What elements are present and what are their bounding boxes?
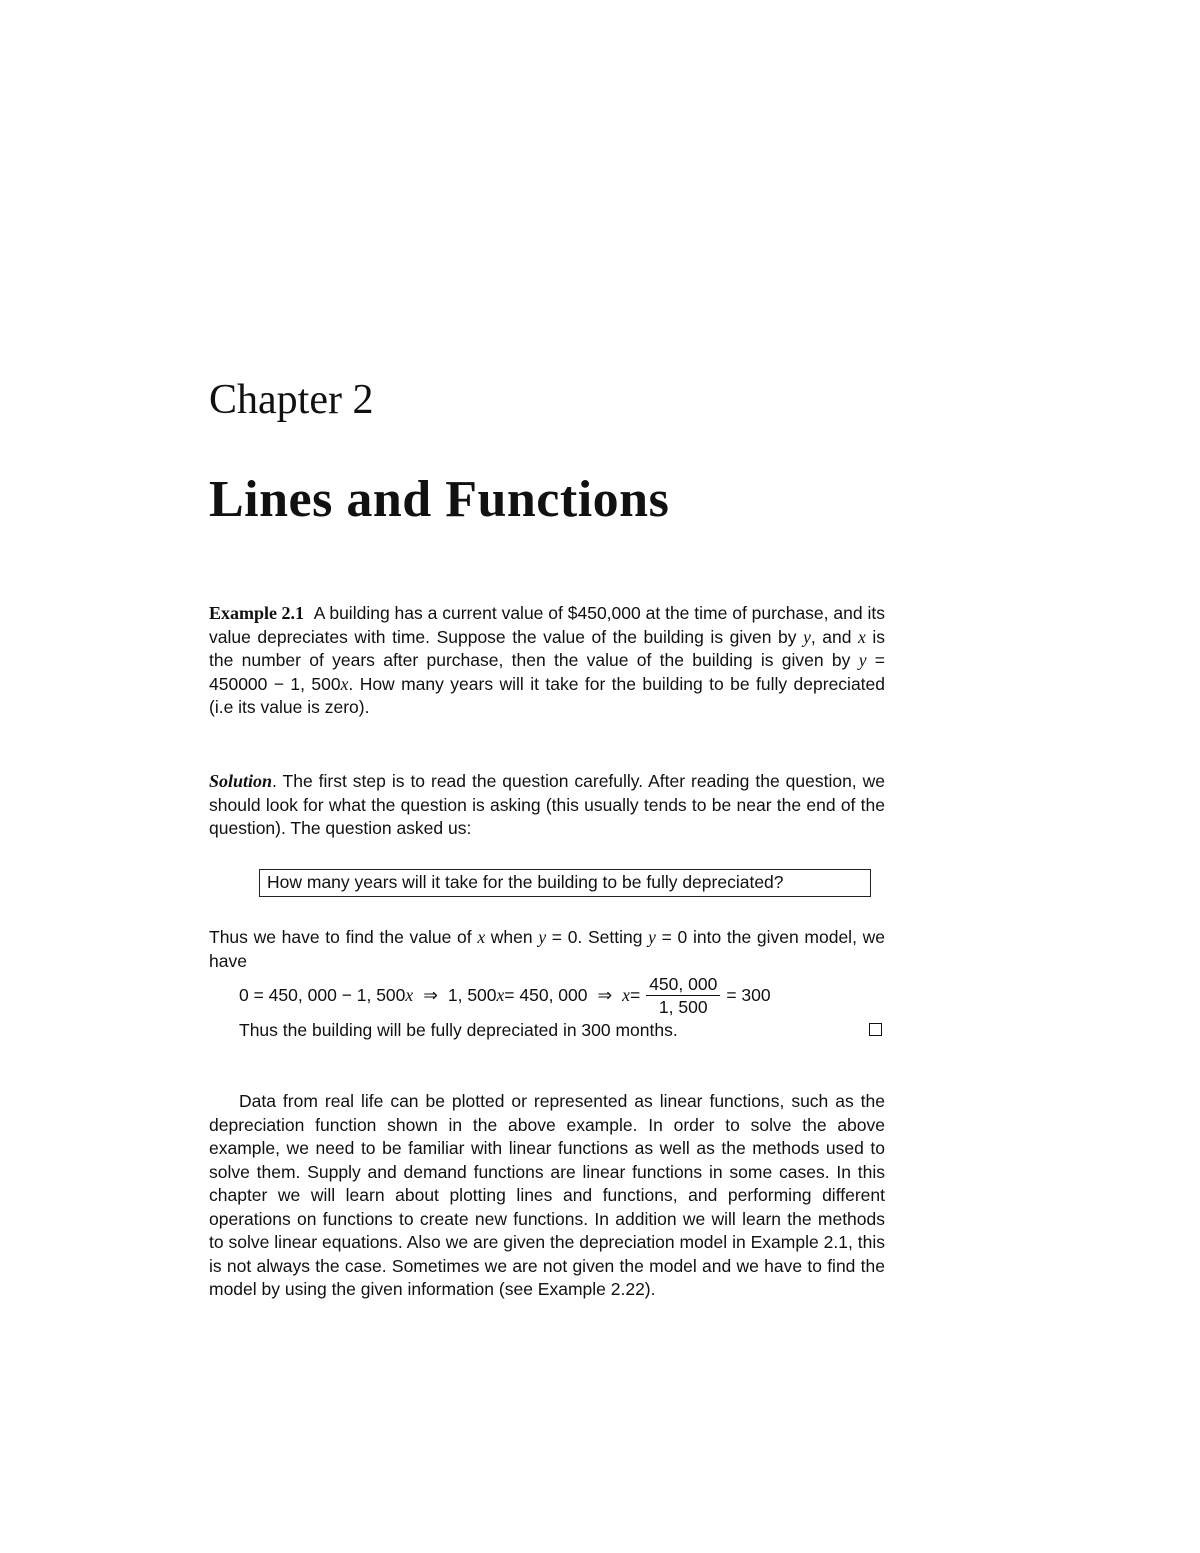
example-text-3: is the number of years after purchase, then the value of the building is given by xyxy=(209,626,886,670)
setup-text-2: when xyxy=(485,927,539,947)
eq-result: = 300 xyxy=(726,984,771,1005)
eq-var-x2: x xyxy=(496,984,505,1005)
setup-text-4: = 0 into the given model, we have xyxy=(209,927,885,971)
eq-part-3: = 450, 000 xyxy=(504,984,588,1005)
fraction-denominator: 1, 500 xyxy=(658,996,708,1017)
example-text-1: A building has a current value of $450,000 at the time of purchase, and its value depreciates with time. Suppose the value of the building is given by xyxy=(209,603,885,647)
setup-text-3: = 0. Setting xyxy=(546,927,649,947)
setup-text-1: Thus we have to find the value of xyxy=(209,927,478,947)
setup-var-y1: y xyxy=(538,927,547,947)
eq-part-1: 0 = 450, 000 − 1, 500 xyxy=(239,984,406,1005)
example-var-x: x xyxy=(858,626,866,647)
chapter-title: Lines and Functions xyxy=(209,471,670,528)
solution-conclusion: Thus the building will be fully depreciated in 300 months. xyxy=(239,1020,678,1040)
display-equation xyxy=(239,970,771,1020)
fraction-numerator: 450, 000 xyxy=(646,973,720,996)
example-label: Example 2.1 xyxy=(209,603,305,623)
implies-arrow-2: ⇒ xyxy=(597,984,613,1005)
boxed-question: How many years will it take for the building to be fully depreciated? xyxy=(259,869,871,897)
fraction xyxy=(646,973,720,1018)
example-text-4: . How many years will it take for the building to be fully depreciated (i.e its value is zero). xyxy=(209,673,885,717)
qed-square-icon xyxy=(869,1023,882,1036)
example-model-x: x xyxy=(340,673,349,694)
eq-part-2: 1, 500 xyxy=(447,984,497,1005)
setup-paragraph xyxy=(209,926,885,973)
example-var-y: y xyxy=(803,626,811,647)
solution-label: Solution xyxy=(209,771,273,791)
solution-paragraph xyxy=(209,770,885,841)
example-model-lhs: y xyxy=(858,650,867,670)
setup-var-y2: y xyxy=(648,927,656,947)
closing-paragraph: Data from real life can be plotted or represented as linear functions, such as the depreciation function shown in the above example. In order to solve the above example, we need to be familiar with linear functions as well as the methods used to solve them. Supply and demand functions are linear functions in some cases. In this chapter we will learn about plotting lines and functions, and performing different operations on functions to create new functions. In addition we will learn the methods to solve linear equations. Also we are given the depreciation model in Example 2.1, this is not always the case. Sometimes we are not given the model and we have to find the model by using the given information (see Example 2.22). xyxy=(209,1091,885,1299)
chapter-label: Chapter 2 xyxy=(209,377,374,423)
implies-arrow-1: ⇒ xyxy=(423,984,438,1005)
example-text-2: , and xyxy=(810,626,859,647)
eq-var-x1: x xyxy=(405,984,414,1005)
eq-var-x3: x xyxy=(622,984,630,1005)
example-paragraph xyxy=(209,602,885,720)
setup-var-x: x xyxy=(477,927,486,947)
example-model-rhs: = 450000 − 1, 500 xyxy=(209,650,885,694)
eq-equals: = xyxy=(629,984,641,1005)
solution-text: . The first step is to read the question carefully. After reading the question, we should look for what the question is asking (this usually tends to be near the end of the question). The question asked us: xyxy=(209,771,885,838)
